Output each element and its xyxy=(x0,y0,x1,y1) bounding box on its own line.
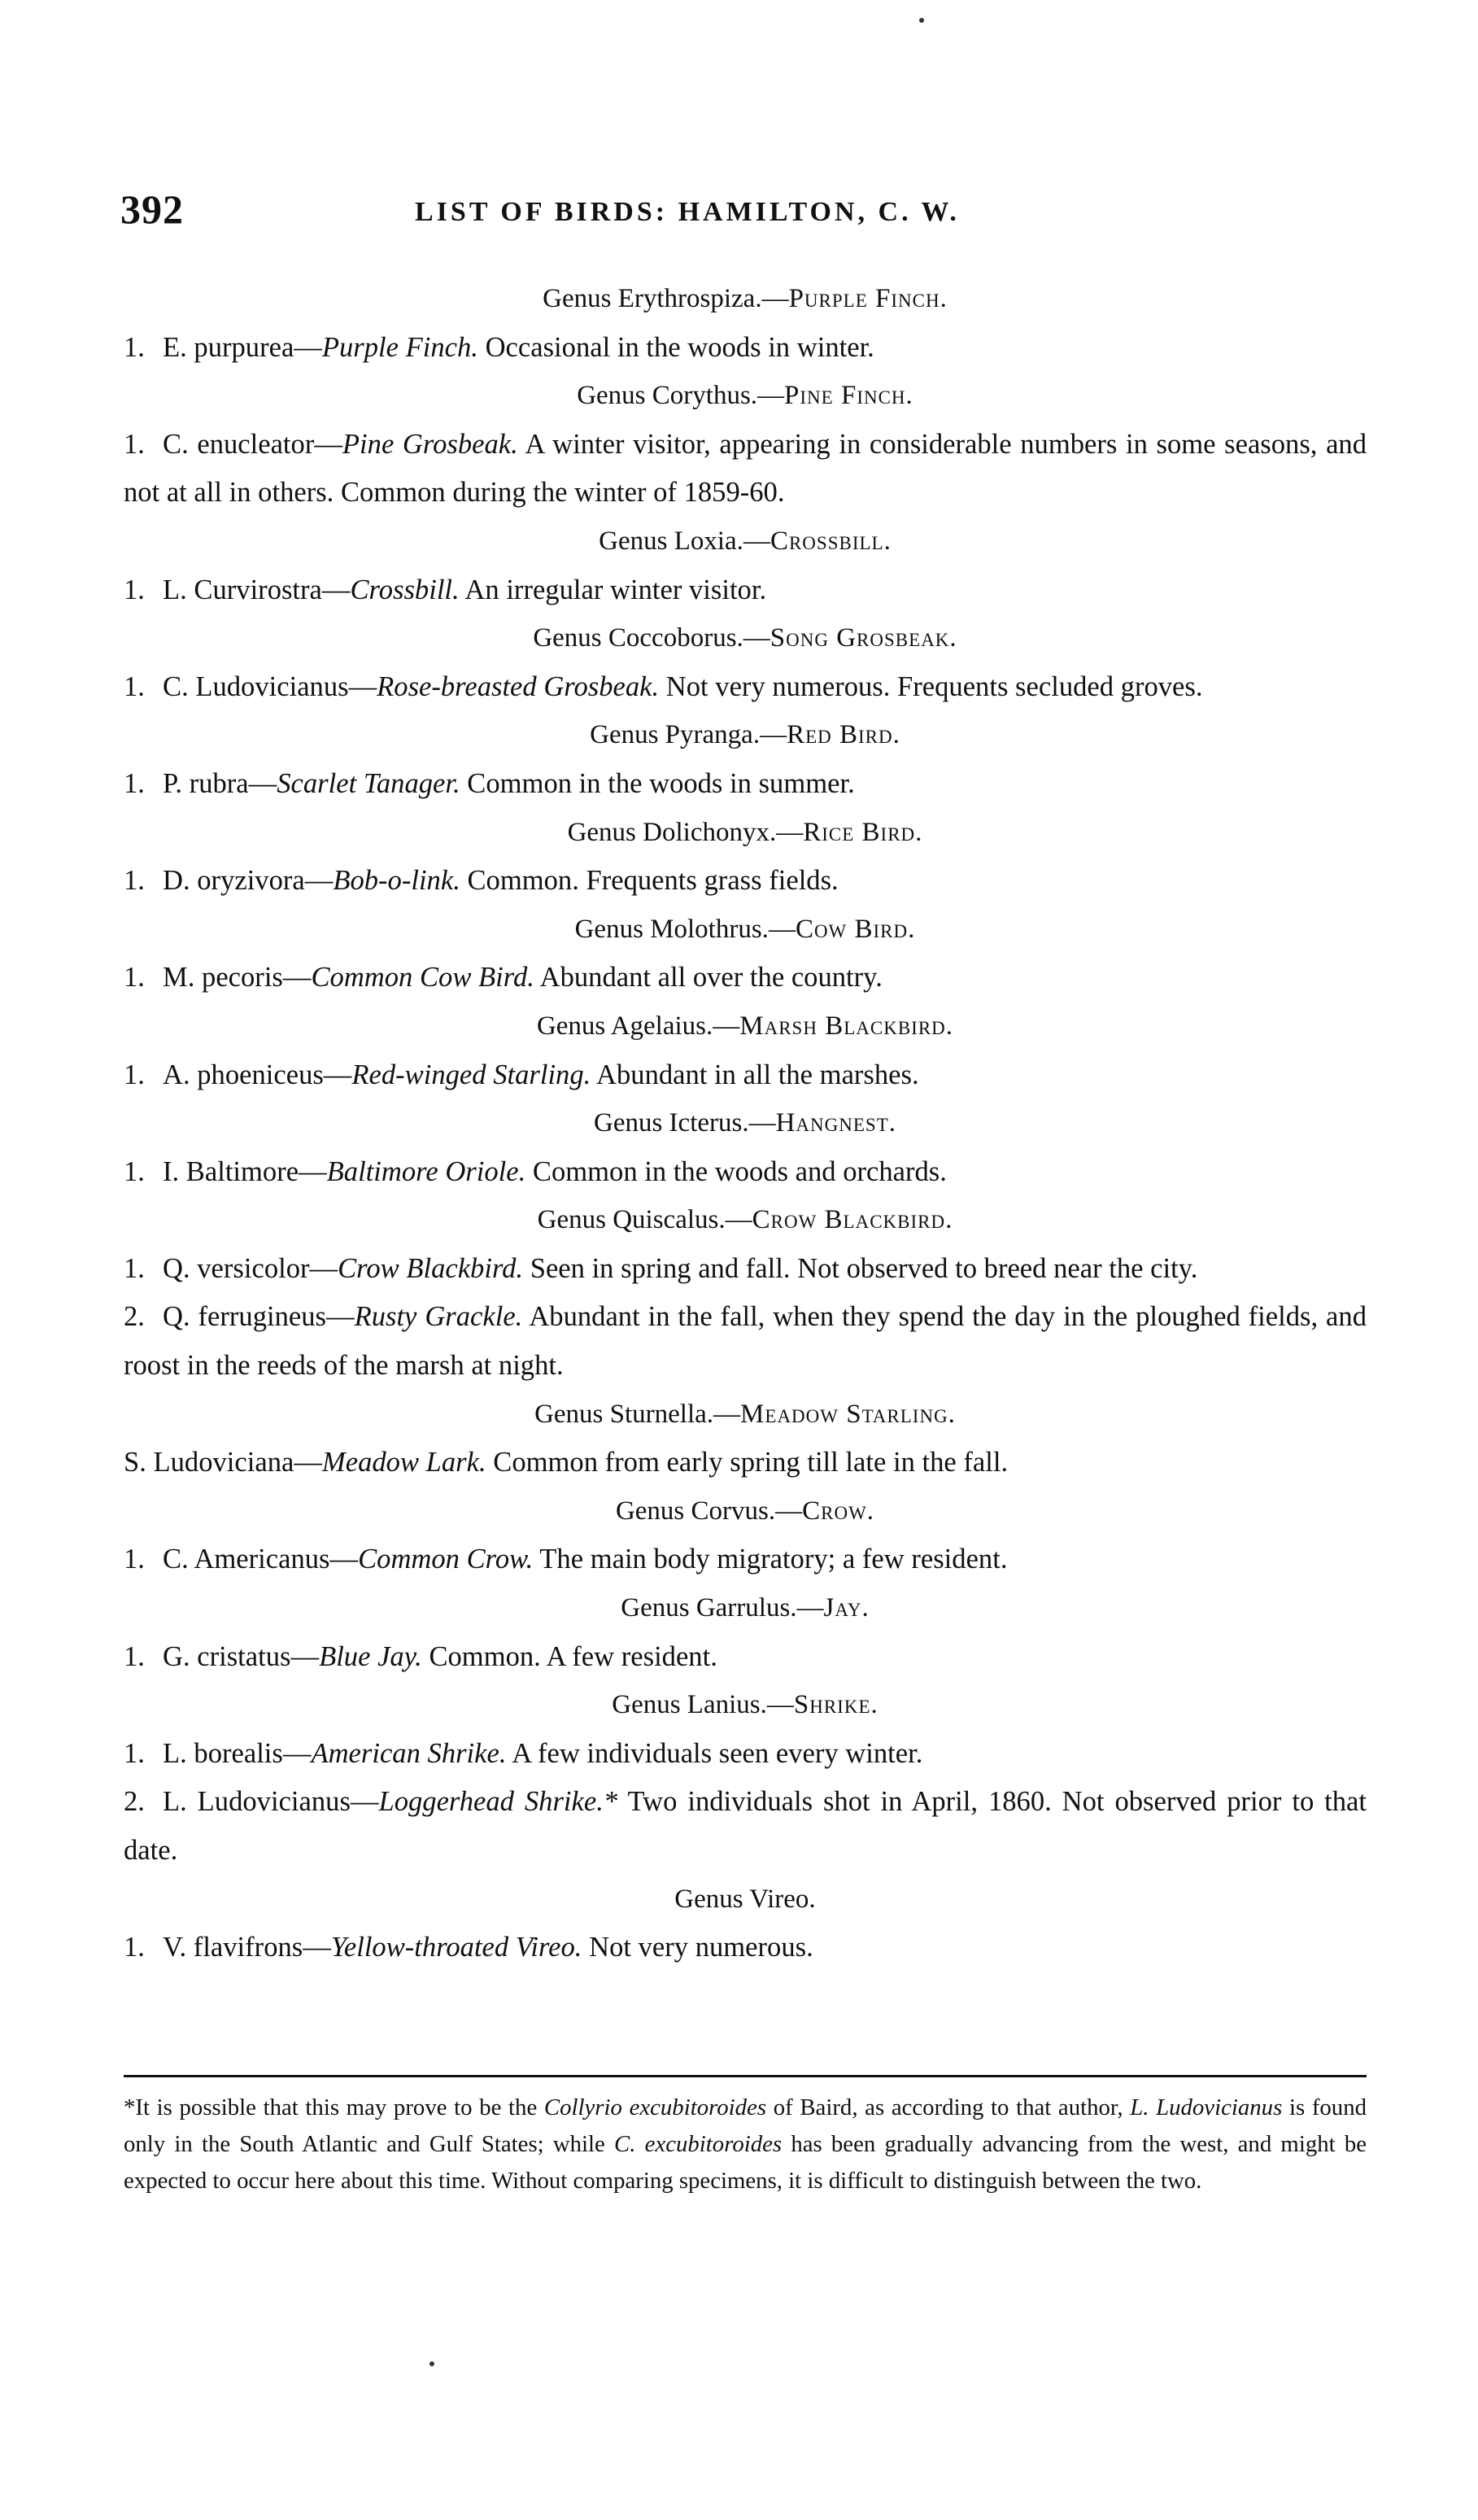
species-latin: D. oryzivora— xyxy=(163,865,334,897)
genus-name: Genus Agelaius. xyxy=(536,1011,713,1041)
genus-heading xyxy=(124,1681,1367,1730)
species-common: Bob-o-link. xyxy=(333,865,460,897)
species-latin: L. Ludovicianus— xyxy=(163,1786,379,1818)
genus-heading xyxy=(124,711,1367,760)
genus-heading xyxy=(124,372,1367,421)
species-latin: L. borealis— xyxy=(163,1737,312,1769)
running-head: LIST OF BIRDS: HAMILTON, C. W. xyxy=(415,197,960,227)
genus-dash: — xyxy=(713,1011,740,1041)
species-entry xyxy=(124,324,1367,373)
species-latin: C. Ludovicianus— xyxy=(163,670,377,702)
genus-name: Genus Sturnella. xyxy=(534,1399,714,1429)
footnote-text: has been gradually advancing from the west, and might be expected to occur here about this time. Without comparing specimens, it is difficult to distinguish between the two. xyxy=(124,2131,1367,2194)
species-common: Meadow Lark. xyxy=(321,1447,486,1478)
genus-name: Genus Erythrospiza. xyxy=(543,284,762,313)
species-notes: A winter visitor, appearing in considerable numbers in some seasons, and not at all in others. Common during the winter of 1859-60. xyxy=(124,428,1367,509)
species-notes: The main body migratory; a few resident. xyxy=(533,1544,1008,1575)
speck-mark xyxy=(919,18,924,23)
footnote-italic: C. excubitoroides xyxy=(614,2131,783,2157)
entry-number: 1. xyxy=(124,1737,145,1769)
page-number: 392 xyxy=(120,186,184,232)
genus-common-name: Crossbill. xyxy=(770,526,892,556)
genus-heading xyxy=(124,1099,1367,1148)
species-notes: Seen in spring and fall. Not observed to breed near the city. xyxy=(523,1252,1198,1284)
species-latin: C. Americanus— xyxy=(163,1544,359,1575)
genus-name: Genus Molothrus. xyxy=(574,914,769,944)
species-latin: V. flavifrons— xyxy=(163,1932,331,1963)
species-notes: Common from early spring till late in the fall. xyxy=(486,1447,1009,1478)
bird-list xyxy=(124,275,1367,1972)
species-entry xyxy=(124,421,1367,518)
species-latin: G. cristatus— xyxy=(163,1640,320,1672)
genus-common-name: Crow. xyxy=(802,1496,875,1526)
species-common: Rose-breasted Grosbeak. xyxy=(377,670,660,702)
genus-name: Genus Quiscalus. xyxy=(537,1205,726,1235)
species-notes: A few individuals seen every winter. xyxy=(506,1737,923,1769)
species-entry xyxy=(124,1293,1367,1390)
genus-dash: — xyxy=(713,1399,741,1429)
footnote-text: *It is possible that this may prove to be the xyxy=(124,2094,544,2120)
genus-heading xyxy=(124,1487,1367,1536)
species-entry xyxy=(124,1535,1367,1584)
species-common: American Shrike. xyxy=(311,1737,507,1769)
entry-number: 1. xyxy=(124,331,145,363)
species-common: Common Cow Bird. xyxy=(311,962,534,994)
genus-heading xyxy=(124,1584,1367,1633)
species-entry xyxy=(124,1245,1367,1294)
species-notes: Abundant all over the country. xyxy=(534,962,883,994)
genus-common-name: Purple Finch. xyxy=(788,284,948,313)
species-entry xyxy=(124,1633,1367,1682)
species-latin: A. phoeniceus— xyxy=(163,1059,352,1090)
genus-common-name: Red Bird. xyxy=(787,720,900,750)
species-entry xyxy=(124,1730,1367,1779)
species-notes: Abundant in the fall, when they spend the day in the ploughed fields, and roost in the reeds of the marsh at night. xyxy=(124,1301,1367,1382)
entry-number: 1. xyxy=(124,1155,145,1187)
entry-number: 2. xyxy=(124,1301,145,1333)
genus-common-name: Rice Bird. xyxy=(803,817,923,847)
species-entry xyxy=(124,760,1367,809)
genus-heading xyxy=(124,1876,1367,1924)
genus-common-name: Jay. xyxy=(823,1593,870,1623)
genus-dash: — xyxy=(748,1108,776,1138)
entry-number: 1. xyxy=(124,865,145,897)
species-common: Crossbill. xyxy=(350,574,460,605)
species-common: Baltimore Oriole. xyxy=(326,1155,526,1187)
genus-heading xyxy=(124,1391,1367,1439)
species-common: Blue Jay. xyxy=(319,1640,422,1672)
genus-heading xyxy=(124,614,1367,663)
species-notes: Two individuals shot in April, 1860. Not observed prior to that date. xyxy=(124,1786,1367,1866)
genus-dash: — xyxy=(743,623,770,653)
entry-number: 1. xyxy=(124,1640,145,1672)
species-common: Common Crow. xyxy=(358,1544,534,1575)
genus-name: Genus Icterus. xyxy=(593,1108,749,1138)
species-common: Red-winged Starling. xyxy=(351,1059,591,1090)
genus-name: Genus Corythus. xyxy=(577,381,758,411)
species-entry xyxy=(124,1924,1367,1972)
species-notes: An irregular winter visitor. xyxy=(459,574,767,605)
entry-number: 1. xyxy=(124,962,145,994)
species-entry xyxy=(124,566,1367,615)
species-entry xyxy=(124,1148,1367,1197)
genus-name: Genus Dolichonyx. xyxy=(567,817,777,847)
genus-name: Genus Vireo. xyxy=(674,1884,816,1914)
footnote-rule xyxy=(124,2075,1367,2077)
entry-number: 1. xyxy=(124,428,145,460)
genus-dash: — xyxy=(761,284,789,313)
species-notes: Occasional in the woods in winter. xyxy=(477,331,874,363)
species-latin: E. purpurea— xyxy=(163,331,322,363)
species-common: Yellow-throated Vireo. xyxy=(330,1932,582,1963)
species-notes: Common in the woods and orchards. xyxy=(525,1155,947,1187)
species-common: Pine Grosbeak. xyxy=(342,428,518,460)
genus-heading xyxy=(124,906,1367,954)
species-common: Rusty Grackle. xyxy=(354,1301,523,1333)
genus-dash: — xyxy=(743,526,770,556)
genus-common-name: Hangnest. xyxy=(775,1108,897,1138)
species-common: Scarlet Tanager. xyxy=(277,767,460,799)
genus-name: Genus Pyranga. xyxy=(590,720,761,750)
species-entry xyxy=(124,1778,1367,1875)
genus-name: Genus Coccoborus. xyxy=(533,623,743,653)
genus-common-name: Shrike. xyxy=(793,1690,879,1720)
footnote-text: of Baird, as according to that author, xyxy=(766,2094,1131,2120)
genus-common-name: Pine Finch. xyxy=(784,381,913,411)
entry-number: 1. xyxy=(124,1059,145,1090)
footnote-text: is found only in the South Atlantic and Gulf States; while xyxy=(124,2094,1367,2157)
species-entry xyxy=(124,1051,1367,1100)
entry-number: 1. xyxy=(124,767,145,799)
species-notes: Not very numerous. Frequents secluded groves. xyxy=(659,670,1203,702)
species-entry xyxy=(124,954,1367,1002)
genus-dash: — xyxy=(725,1205,752,1235)
species-notes: Common. Frequents grass fields. xyxy=(460,865,839,897)
species-common: Purple Finch. xyxy=(321,331,478,363)
species-entry xyxy=(124,663,1367,712)
entry-number: 1. xyxy=(124,1932,145,1963)
genus-heading xyxy=(124,1196,1367,1245)
species-notes: Abundant in all the marshes. xyxy=(591,1059,919,1090)
genus-common-name: Meadow Starling. xyxy=(740,1399,956,1429)
species-latin: I. Baltimore— xyxy=(163,1155,327,1187)
genus-heading xyxy=(124,275,1367,324)
genus-name: Genus Lanius. xyxy=(612,1690,767,1720)
species-latin: M. pecoris— xyxy=(163,962,312,994)
species-notes: Common in the woods in summer. xyxy=(460,767,855,799)
genus-heading xyxy=(124,809,1367,858)
genus-dash: — xyxy=(766,1690,794,1720)
footnote-italic: L. Ludovicianus xyxy=(1130,2094,1283,2120)
genus-dash: — xyxy=(776,817,804,847)
genus-common-name: Marsh Blackbird. xyxy=(739,1011,954,1041)
species-latin: Q. versicolor— xyxy=(163,1252,338,1284)
species-latin: S. Ludoviciana— xyxy=(124,1447,322,1478)
genus-name: Genus Garrulus. xyxy=(621,1593,797,1623)
species-latin: P. rubra— xyxy=(163,767,277,799)
species-notes: Not very numerous. xyxy=(582,1932,813,1963)
entry-number: 1. xyxy=(124,1252,145,1284)
genus-dash: — xyxy=(760,720,787,750)
genus-dash: — xyxy=(796,1593,824,1623)
species-latin: Q. ferrugineus— xyxy=(163,1301,355,1333)
species-latin: L. Curvirostra— xyxy=(163,574,351,605)
footnote-italic: Collyrio excubitoroides xyxy=(543,2094,767,2120)
speck-mark xyxy=(429,2361,434,2366)
genus-name: Genus Corvus. xyxy=(615,1496,776,1526)
page-header xyxy=(0,186,1478,259)
genus-dash: — xyxy=(757,381,785,411)
genus-name: Genus Loxia. xyxy=(599,526,743,556)
species-notes: Common. A few resident. xyxy=(421,1640,717,1672)
species-entry xyxy=(124,1439,1367,1487)
species-entry xyxy=(124,857,1367,906)
entry-number: 1. xyxy=(124,1544,145,1575)
entry-number: 1. xyxy=(124,574,145,605)
genus-dash: — xyxy=(768,914,796,944)
entry-number: 2. xyxy=(124,1786,145,1818)
genus-common-name: Cow Bird. xyxy=(795,914,916,944)
species-latin: C. enucleator— xyxy=(163,428,342,460)
entry-number: 1. xyxy=(124,670,145,702)
footnote xyxy=(124,2090,1367,2199)
genus-common-name: Crow Blackbird. xyxy=(752,1205,953,1235)
genus-common-name: Song Grosbeak. xyxy=(770,623,957,653)
genus-heading xyxy=(124,518,1367,566)
species-common: Crow Blackbird. xyxy=(338,1252,524,1284)
genus-dash: — xyxy=(775,1496,803,1526)
genus-heading xyxy=(124,1002,1367,1051)
species-common: Loggerhead Shrike.* xyxy=(378,1786,618,1818)
